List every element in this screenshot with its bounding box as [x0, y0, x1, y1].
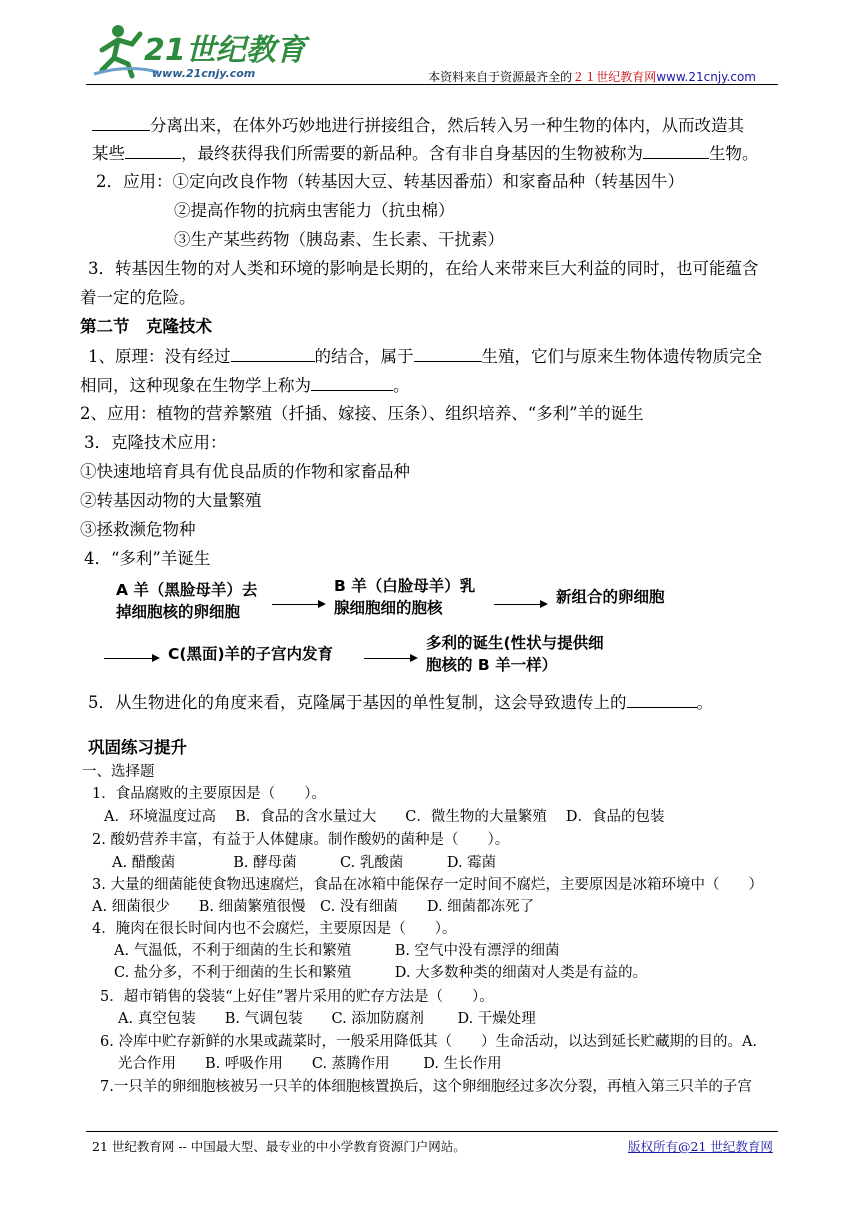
- body-line-12: ①快速地培育具有优良品质的作物和家畜品种: [80, 462, 410, 481]
- question-6: 6. 冷库中贮存新鲜的水果或蔬菜时，一般采用降低其（ ）生命活动，以达到延长贮藏期的目的。A.: [100, 1034, 758, 1050]
- body-line-2: 某些 ，最终获得我们所需要的新品种。含有非自身基因的生物被称为 生物。: [92, 144, 759, 163]
- question-7: 7.一只羊的卵细胞核被另一只羊的体细胞核置换后，这个卵细胞经过多次分裂，再植入第三只羊的子宫: [100, 1079, 752, 1095]
- body-line-16: 5．从生物进化的角度来看，克隆属于基因的单性复制，这会导致遗传上的 。: [88, 693, 713, 712]
- body-line-4: ②提高作物的抗病虫害能力（抗虫棉）: [174, 201, 455, 220]
- site-logo: [88, 20, 306, 82]
- question-1-options: A．环境温度过高 B．食品的含水量过大 C．微生物的大量繁殖 D．食品的包装: [104, 809, 665, 825]
- body-line-9: 相同，这种现象在生物学上称为 。: [80, 376, 410, 395]
- question-2-options: A. 醋酸菌 B. 酵母菌 C. 乳酸菌 D. 霉菌: [112, 855, 497, 871]
- body-line-7: 着一定的危险。: [80, 288, 196, 307]
- body-line-15: 4．“多利”羊诞生: [84, 549, 211, 568]
- header-note-text: 本资料来自于资源最齐全的: [428, 70, 573, 84]
- footer-copyright-link[interactable]: 版权所有@21 世纪教育网: [628, 1139, 773, 1154]
- arrow-right-icon: [272, 604, 324, 605]
- footer-divider: [86, 1131, 778, 1132]
- question-3: 3. 大量的细菌能使食物迅速腐烂，食品在冰箱中能保存一定时间不腐烂，主要原因是冰箱环境中（ ）: [92, 877, 763, 893]
- body-line-14: ③拯救濒危物种: [80, 520, 196, 539]
- section-heading: 第二节 克隆技术: [80, 317, 212, 336]
- body-line-13: ②转基因动物的大量繁殖: [80, 491, 262, 510]
- body-line-6: 3．转基因生物的对人类和环境的影响是长期的，在给人来带来巨大利益的同时，也可能蕴含: [88, 259, 759, 278]
- fill-blank: [231, 345, 315, 362]
- body-line-10: 2、应用：植物的营养繁殖（扦插、嫁接、压条）、组织培养、“多利”羊的诞生: [80, 404, 644, 423]
- flow-step-e: 多利的诞生(性状与提供细 胞核的 B 羊一样）: [426, 634, 604, 674]
- body-line-3: 2．应用：①定向改良作物（转基因大豆、转基因番茄）和家畜品种（转基因牛）: [96, 172, 684, 191]
- body-line-11: 3．克隆技术应用：: [84, 433, 227, 452]
- question-2: 2. 酸奶营养丰富，有益于人体健康。制作酸奶的菌种是（ ）。: [92, 832, 510, 848]
- header-url-link[interactable]: www.21cnjy.com: [656, 70, 756, 84]
- question-4-option-b: C. 盐分多，不利于细菌的生长和繁殖 D. 大多数种类的细菌对人类是有益的。: [114, 965, 648, 981]
- exercise-title: 巩固练习提升: [88, 738, 187, 757]
- question-5: 5．超市销售的袋装“上好佳”署片采用的贮存方法是（ ）。: [100, 989, 494, 1005]
- question-4-option-a: A. 气温低，不利于细菌的生长和繁殖 B. 空气中没有漂浮的细菌: [114, 943, 560, 959]
- flow-step-b: B 羊（白脸母羊）乳 腺细胞细的胞核: [334, 577, 476, 617]
- exercise-section: 一、选择题: [82, 764, 155, 780]
- header-note: [428, 68, 756, 85]
- body-line-8: 1、原理：没有经过 的结合，属于 生殖，它们与原来生物体遗传物质完全: [88, 347, 762, 366]
- svg-text:21世纪教育: 21世纪教育: [144, 33, 306, 68]
- svg-text:www.21cnjy.com: www.21cnjy.com: [152, 67, 256, 80]
- fill-blank: [311, 374, 393, 391]
- header-brand-link[interactable]: ２１世纪教育网: [572, 70, 657, 84]
- arrow-right-icon: [364, 658, 416, 659]
- flow-step-a: A 羊（黑脸母羊）去 掉细胞核的卵细胞: [116, 581, 258, 621]
- fill-blank: [643, 142, 709, 159]
- question-1: 1．食品腐败的主要原因是（ ）。: [92, 786, 326, 802]
- arrow-right-icon: [104, 658, 158, 659]
- flow-step-c: 新组合的卵细胞: [556, 588, 665, 606]
- fill-blank: [125, 142, 181, 159]
- header-divider: [86, 84, 778, 85]
- fill-blank: [414, 345, 482, 362]
- body-line-5: ③生产某些药物（胰岛素、生长素、干扰素）: [174, 230, 504, 249]
- question-5-options: A. 真空包装 B. 气调包装 C. 添加防腐剂 D. 干燥处理: [118, 1011, 536, 1027]
- body-line-1: 分离出来，在体外巧妙地进行拼接组合，然后转入另一种生物的体内，从而改造其: [92, 114, 744, 137]
- question-3-options: A. 细菌很少 B. 细菌繁殖很慢 C. 没有细菌 D. 细菌都冻死了: [92, 899, 535, 915]
- flow-step-d: C(黑面)羊的子宫内发育: [168, 645, 334, 663]
- fill-blank: [627, 691, 697, 708]
- footer-tagline: 21 世纪教育网 -- 中国最大型、最专业的中小学教育资源门户网站。: [92, 1139, 466, 1154]
- fill-blank: [92, 114, 150, 131]
- question-6-options: 光合作用 B. 呼吸作用 C. 蒸腾作用 D. 生长作用: [118, 1056, 502, 1072]
- arrow-right-icon: [494, 604, 546, 605]
- question-4: 4．腌肉在很长时间内也不会腐烂，主要原因是（ ）。: [92, 921, 457, 937]
